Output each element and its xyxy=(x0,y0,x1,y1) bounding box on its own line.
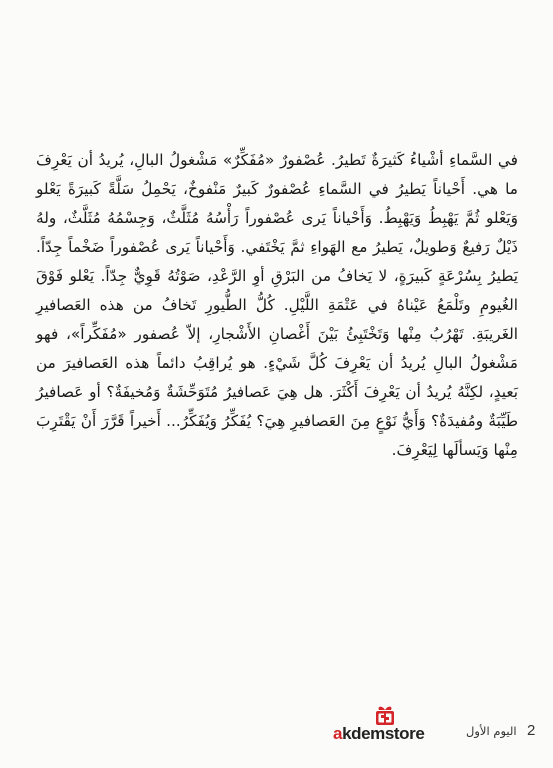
page-number: 2 xyxy=(527,722,536,739)
brand-logo[interactable] xyxy=(333,704,453,744)
brand-rest: kdemstore xyxy=(342,724,425,743)
page-footer xyxy=(0,704,553,744)
story-paragraph: في السَّماءِ أشْياءُ كَثيرَةٌ تَطيرُ. عُصْفورٌ «مُفَكِّرٌ» مَشْغولُ البالِ، يُريدُ أن يَعْرِفَ ما هي. أَحْياناً يَطيرُ في السَّماءِ عُصْفورٌ كَبيرٌ مَنْفوخٌ، يَحْمِلُ سَلَّةً كَبيرَةً يَعْلو وَيَعْلو ثُمَّ يَهْبِطُ وَيَهْبِطُ. وَأَحْياناً يَرى عُصْفوراً رَأْسُهُ مُثَلَّثٌ، وَجِسْمُهُ مُثَلَّثٌ، ولهُ ذَيْلٌ رَفيعٌ وَطويلٌ، يَطيرُ مع الهَواءِ ثمَّ يَخْتَفي. وَأَحْياناً يَرى عُصْفوراً ضَخْماً جِدّاً. يَطيرُ بِسُرْعَةٍ كَبيرَةٍ، لا يَخافُ من البَرْقِ أوِ الرَّعْدِ، صَوْتُهُ قَوِيٌّ جِدّاً. يَعْلو فَوْقَ الغُيومِ وتَلْمَعُ عَيْناهُ في عَتْمَةِ اللَّيْلِ. كُلُّ الطُّيورِ تَخافُ من هذه العَصافيرِ الغَريبَةِ. تَهْرُبُ مِنْها وَتَخْتَبِئُ بَيْنَ أَغْصانِ الأَشْجارِ، إلاّ عُصفور «مُفَكِّراً»، فهو مَشْغولُ البالِ يُريدُ أن يَعْرِفَ كُلَّ شَيْءٍ. هو يُراقِبُ دائماً هذه العَصافيرَ من بَعيدٍ، لكِنَّهُ يُريدُ أن يَعْرِفَ أَكْثَرَ. هل هِيَ عَصافيرُ مُتَوَحِّشَةٌ وَمُخيفَةٌ؟ أو عَصافيرُ طَيِّبَةٌ ومُفيدَةٌ؟ وَأَيُّ نَوْعٍ مِنَ العَصافيرِ هِيَ؟ يُفَكِّرُ وَيُفَكِّرُ... أَخيراً قَرَّرَ أَنْ يَقْتَرِبَ مِنْها وَيَسألَها لِيَعْرِفَ. xyxy=(36,151,518,459)
gift-box-icon xyxy=(373,704,397,726)
chapter-label: اليوم الأول xyxy=(466,724,517,738)
brand-name xyxy=(333,724,424,744)
brand-prefix: a xyxy=(333,724,343,743)
